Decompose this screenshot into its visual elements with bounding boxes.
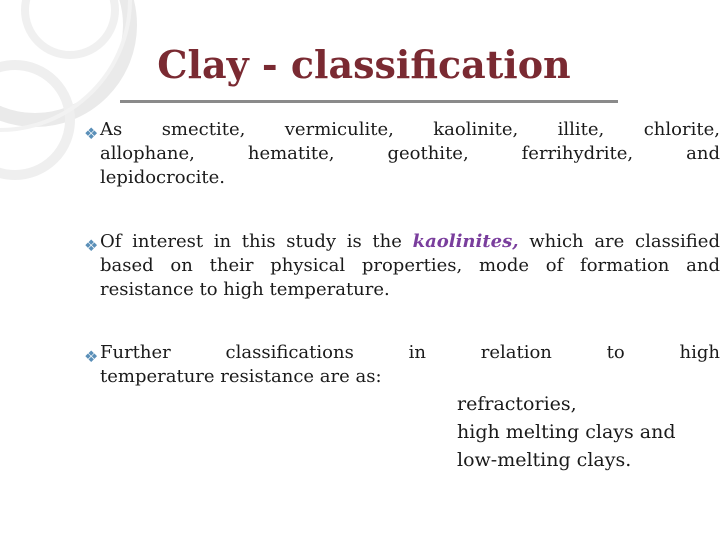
- word: relation: [480, 342, 552, 363]
- diamond-bullet-icon: ❖: [84, 347, 99, 366]
- word: kaolinite,: [433, 119, 519, 140]
- sub-item-low-melting: low-melting clays.: [457, 449, 632, 471]
- slide-title: Clay - classification: [157, 42, 571, 87]
- bullet-further-classifications: [84, 341, 720, 389]
- bullet-minerals: [84, 118, 720, 190]
- word: illite,: [557, 119, 605, 140]
- diamond-bullet-icon: ❖: [84, 124, 99, 143]
- word: hematite,: [247, 143, 335, 164]
- bullet-line: [100, 142, 720, 166]
- word: Further: [100, 342, 171, 363]
- bullet-kaolinites: [84, 230, 720, 302]
- word: high: [679, 342, 720, 363]
- bullet-line: [100, 118, 720, 142]
- kaolinites-emphasis: kaolinites,: [412, 231, 519, 252]
- bullet-line: temperature resistance are as:: [100, 366, 382, 387]
- word: ferrihydrite,: [521, 143, 634, 164]
- bullet-text-after: which are classified based on their physical properties, mode of formation and resistance to high temperature.: [100, 231, 720, 300]
- word: smectite,: [161, 119, 246, 140]
- title-underline: [120, 100, 618, 103]
- word: and: [686, 143, 720, 164]
- word: classifications: [225, 342, 354, 363]
- sub-item-refractories: refractories,: [457, 393, 577, 415]
- word: geothite,: [387, 143, 469, 164]
- word: allophane,: [100, 143, 195, 164]
- word: vermiculite,: [284, 119, 394, 140]
- bullet-line: [100, 341, 720, 365]
- bullet-text-before: Of interest in this study is the: [100, 231, 413, 252]
- sub-item-high-melting: high melting clays and: [457, 421, 676, 443]
- bullet-line: lepidocrocite.: [100, 167, 226, 188]
- word: As: [100, 119, 123, 140]
- classification-sublist: [457, 390, 676, 474]
- word: in: [408, 342, 426, 363]
- diamond-bullet-icon: ❖: [84, 236, 99, 255]
- word: to: [606, 342, 625, 363]
- word: chlorite,: [643, 119, 720, 140]
